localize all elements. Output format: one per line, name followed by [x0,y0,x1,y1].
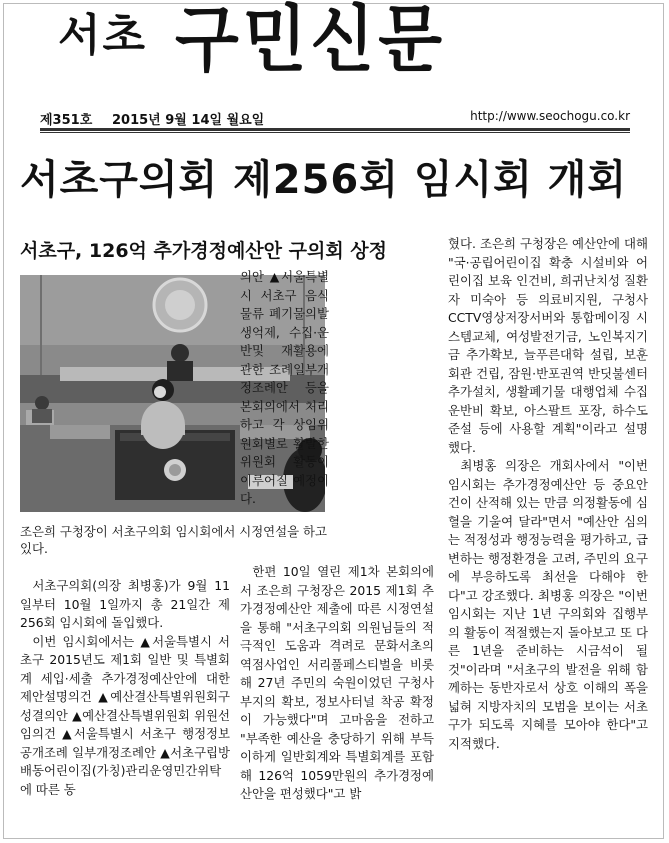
masthead-small-title: 서초 [58,10,148,61]
article-subhead: 서초구, 126억 추가경정예산안 구의회 상정 [20,240,388,262]
paragraph: 이번 임시회에서는 ▲서울특별시 서초구 2015년도 제1회 일반 및 특별회계 세입·세출 추가경정예산안에 대한 제안설명의건 ▲예산결산특별위원회구성결의안 ▲예산결산특별위원회 위원선임의건 ▲서울특별시 서초구 행정정보공개조례 일부개정조례안 ▲서초구립방배동어린이집(가칭)관리운영민간위탁에 따른 동 [20,633,230,797]
paragraph: 의안 ▲서울특별시 서초구 음식물류 폐기물의발생억제, 수집·운반및 재활용에 관한 조례일부개정조례안 등을 본회의에서 처리하고 각 상임위원회별로 활발한 위원회 활동이 이루어질 예정이다. [240,269,329,506]
article-column-left [20,577,230,799]
article-headline: 서초구의회 제256회 임시회 개회 [20,157,627,203]
header-rule [40,128,630,131]
site-url[interactable]: http://www.seochogu.co.kr [470,109,630,123]
header-rule-thin [40,132,630,133]
paragraph: 서초구의회(의장 최병홍)가 9월 11일부터 10월 1일까지 총 21일간 제256회 임시회에 돌입했다. [20,578,230,630]
photo-caption: 조은희 구청장이 서초구의회 임시회에서 시정연설을 하고 있다. [20,524,327,556]
paragraph: 한편 10일 열린 제1차 본회의에서 조은희 구청장은 2015 제1회 추가경정예산안 제출에 따른 시정연설을 통해 "서초구의회 의원님들의 적극적인 도움과 격려로 문화서초의 역점사업인 서리풀페스티벌을 비롯해 27년 주민의 숙원이었던 구청사부지의 확보, 정보사터널 착공 확정이 가능했다"며 고마움을 전하고 "부족한 예산을 충당하기 위해 부득이하게 일반회계와 특별회계를 포함해 126억 1059만원의 추가경정예산안을 편성했다"고 밝 [240,564,434,801]
masthead-title: 구민신문 [175,0,447,83]
paragraph: 최병홍 의장은 개회사에서 "이번 임시회는 추가경정예산안 등 중요안건이 산적해 있는 만큼 의정활동에 심혈을 기울여 달라"면서 "예산안 심의는 적정성과 행정능력을 평가하고, 급변하는 행정환경을 고려, 주민의 요구에 부응하도록 최선을 다해야 한다"고 강조했다. 최병홍 의장은 "이번 임시회는 지난 1년 구의회와 집행부의 활동이 적절했는지 돌아보고 또 다른 1년을 준비하는 시금석이 될 것"이라며 "서초구의 발전을 위해 함께하는 동반자로서 상호 이해의 폭을 넓혀 지방자치의 모범을 보이는 서초구가 되도록 지혜를 모아야 한다"고 지적했다. [448,458,648,751]
paragraph: 혔다. 조은희 구청장은 예산안에 대해 "국·공립어린이집 확충 시설비와 어린이집 보육 인건비, 희귀난치성 질환자 미숙아 등 의료비지원, 구청사 CCTV영상저장서버와 통합메이징 시스템교체, 여성발전기금, 노인복지기금 추가확보, 늘푸른대학 설립, 보훈회관 건립, 잠원·반포권역 반딧불센터 추가설치, 생활폐기물 대행업체 수집운반비 확보, 아스팔트 포장, 하수도준설 등에 사용할 계획"이라고 설명했다. [448,236,648,455]
issue-number: 제351호 [40,113,93,128]
issue-date: 2015년 9월 14일 월요일 [112,113,265,128]
article-column-middle-top [240,268,329,509]
article-column-middle-bottom [240,563,434,804]
article-column-right [448,235,648,753]
